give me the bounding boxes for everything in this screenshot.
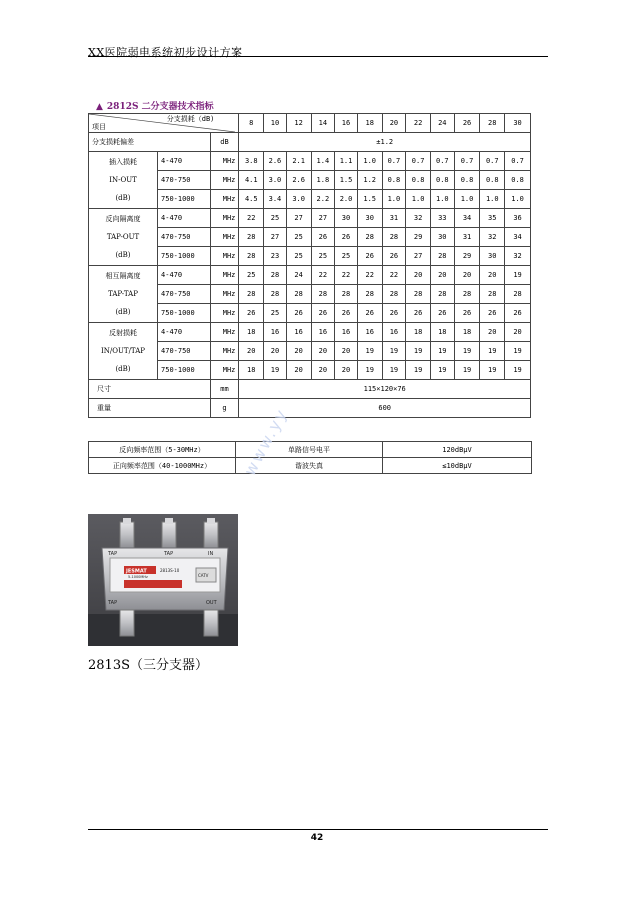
triangle-marker: ▲ — [96, 102, 103, 112]
value-cell: 20 — [311, 361, 335, 380]
value-cell: 19 — [430, 361, 454, 380]
group-unit: (dB) — [115, 251, 131, 259]
freq-text: 5-1000MHz — [128, 575, 148, 579]
tap-header-cell: 10 — [264, 114, 287, 133]
value-cell: 0.8 — [505, 171, 531, 190]
unit-cell: MHz — [210, 266, 239, 285]
value-cell: 25 — [264, 304, 287, 323]
value-cell: 1.0 — [505, 190, 531, 209]
group-label-cell — [89, 209, 158, 266]
value-cell: 28 — [239, 285, 264, 304]
value-cell: 20 — [239, 342, 264, 361]
value-cell: 19 — [505, 361, 531, 380]
value-cell: 16 — [264, 323, 287, 342]
value-cell: 19 — [357, 342, 382, 361]
group-sub: IN-OUT — [109, 176, 137, 184]
corner-header-cell — [89, 114, 239, 133]
group-sub: IN/OUT/TAP — [101, 347, 145, 355]
group-label-cell — [89, 323, 158, 380]
value-cell: 0.8 — [406, 171, 431, 190]
group-sub: TAP-OUT — [106, 233, 140, 241]
value-cell: 26 — [357, 247, 382, 266]
value-cell: 19 — [406, 342, 431, 361]
value-cell: 30 — [430, 228, 454, 247]
value-cell: 32 — [480, 228, 505, 247]
value-cell: 1.0 — [357, 152, 382, 171]
value-cell: 20 — [505, 323, 531, 342]
value-cell: 0.7 — [406, 152, 431, 171]
port-in: IN — [208, 551, 214, 557]
value-cell: 1.5 — [357, 190, 382, 209]
value-cell: 32 — [505, 247, 531, 266]
table2-value: ≤10dBμV — [383, 458, 532, 474]
table2-label: 正向频率范围（40-1000MHz） — [89, 458, 236, 474]
value-cell: 0.8 — [382, 171, 406, 190]
value-cell: 25 — [239, 266, 264, 285]
table-row — [89, 152, 531, 171]
value-cell: 1.0 — [454, 190, 480, 209]
table-row — [89, 209, 531, 228]
value-cell: 25 — [264, 209, 287, 228]
tap-header-cell: 20 — [382, 114, 406, 133]
value-cell: 27 — [286, 209, 311, 228]
size-label: 尺寸 — [89, 380, 211, 399]
deviation-label: 分支损耗偏差 — [89, 133, 211, 152]
value-cell: 0.8 — [454, 171, 480, 190]
band-cell: 4-470 — [158, 323, 211, 342]
value-cell: 19 — [480, 342, 505, 361]
band-cell: 750-1000 — [158, 190, 211, 209]
value-cell: 34 — [454, 209, 480, 228]
value-cell: 28 — [454, 285, 480, 304]
value-cell: 36 — [505, 209, 531, 228]
table-row — [89, 323, 531, 342]
value-cell: 28 — [382, 228, 406, 247]
value-cell: 22 — [382, 266, 406, 285]
unit-cell: MHz — [210, 247, 239, 266]
value-cell: 26 — [357, 304, 382, 323]
value-cell: 19 — [264, 361, 287, 380]
band-cell: 470-750 — [158, 228, 211, 247]
badge-text: CATV — [198, 573, 209, 578]
value-cell: 27 — [406, 247, 431, 266]
tap-header-cell: 24 — [430, 114, 454, 133]
band-cell: 470-750 — [158, 342, 211, 361]
weight-value: 600 — [239, 399, 531, 418]
value-cell: 25 — [286, 247, 311, 266]
value-cell: 1.0 — [382, 190, 406, 209]
section-title — [96, 99, 214, 112]
unit-cell: MHz — [210, 285, 239, 304]
value-cell: 20 — [480, 323, 505, 342]
value-cell: 22 — [357, 266, 382, 285]
band-cell: 4-470 — [158, 152, 211, 171]
value-cell: 26 — [406, 304, 431, 323]
value-cell: 20 — [406, 266, 431, 285]
value-cell: 3.4 — [264, 190, 287, 209]
value-cell: 4.1 — [239, 171, 264, 190]
value-cell: 26 — [480, 304, 505, 323]
group-name: 反射损耗 — [109, 329, 137, 337]
value-cell: 28 — [357, 285, 382, 304]
value-cell: 30 — [480, 247, 505, 266]
band-cell: 470-750 — [158, 285, 211, 304]
value-cell: 26 — [505, 304, 531, 323]
value-cell: 30 — [357, 209, 382, 228]
table-row — [89, 133, 531, 152]
band-cell: 750-1000 — [158, 361, 211, 380]
value-cell: 20 — [480, 266, 505, 285]
table2-param: 谐波失真 — [236, 458, 383, 474]
band-cell: 750-1000 — [158, 247, 211, 266]
value-cell: 30 — [335, 209, 358, 228]
photo-caption: 2813S（三分支器） — [88, 658, 208, 673]
value-cell: 20 — [430, 266, 454, 285]
unit-cell: MHz — [210, 361, 239, 380]
value-cell: 19 — [454, 361, 480, 380]
value-cell: 35 — [480, 209, 505, 228]
value-cell: 28 — [286, 285, 311, 304]
section-title-text: 2812S 二分支器技术指标 — [106, 102, 214, 112]
model-text: 2813S-10 — [160, 568, 180, 573]
value-cell: 0.7 — [382, 152, 406, 171]
value-cell: 16 — [335, 323, 358, 342]
value-cell: 25 — [311, 247, 335, 266]
value-cell: 0.7 — [505, 152, 531, 171]
value-cell: 26 — [430, 304, 454, 323]
value-cell: 18 — [406, 323, 431, 342]
value-cell: 1.0 — [406, 190, 431, 209]
value-cell: 33 — [430, 209, 454, 228]
corner-top-label: 分支损耗（dB) — [166, 115, 215, 123]
value-cell: 26 — [311, 304, 335, 323]
value-cell: 19 — [357, 361, 382, 380]
value-cell: 26 — [335, 228, 358, 247]
value-cell: 32 — [406, 209, 431, 228]
value-cell: 2.2 — [311, 190, 335, 209]
weight-label: 重量 — [89, 399, 211, 418]
value-cell: 16 — [286, 323, 311, 342]
value-cell: 29 — [406, 228, 431, 247]
value-cell: 4.5 — [239, 190, 264, 209]
value-cell: 28 — [382, 285, 406, 304]
tap-header-cell: 12 — [286, 114, 311, 133]
value-cell: 1.2 — [357, 171, 382, 190]
table-row — [89, 380, 531, 399]
value-cell: 28 — [480, 285, 505, 304]
value-cell: 28 — [264, 266, 287, 285]
value-cell: 18 — [239, 323, 264, 342]
value-cell: 1.0 — [430, 190, 454, 209]
value-cell: 19 — [454, 342, 480, 361]
value-cell: 18 — [454, 323, 480, 342]
value-cell: 34 — [505, 228, 531, 247]
value-cell: 20 — [286, 361, 311, 380]
corner-bottom-label: 项目 — [92, 123, 106, 131]
value-cell: 1.1 — [335, 152, 358, 171]
value-cell: 0.7 — [480, 152, 505, 171]
value-cell: 28 — [430, 285, 454, 304]
tap-header-cell: 30 — [505, 114, 531, 133]
value-cell: 25 — [286, 228, 311, 247]
value-cell: 20 — [454, 266, 480, 285]
unit-cell: MHz — [210, 152, 239, 171]
unit-cell: MHz — [210, 342, 239, 361]
value-cell: 22 — [239, 209, 264, 228]
value-cell: 18 — [430, 323, 454, 342]
table2-param: 单路信号电平 — [236, 442, 383, 458]
value-cell: 31 — [454, 228, 480, 247]
band-cell: 470-750 — [158, 171, 211, 190]
value-cell: 28 — [264, 285, 287, 304]
value-cell: 1.5 — [335, 171, 358, 190]
value-cell: 23 — [264, 247, 287, 266]
value-cell: 16 — [311, 323, 335, 342]
tap-header-cell: 28 — [480, 114, 505, 133]
group-name: 相互隔离度 — [105, 272, 141, 280]
table2-label: 反向频率范围（5-30MHz） — [89, 442, 236, 458]
table-row — [89, 114, 531, 133]
value-cell: 16 — [357, 323, 382, 342]
group-unit: (dB) — [115, 308, 131, 316]
group-unit: (dB) — [115, 194, 131, 202]
unit-cell: MHz — [210, 228, 239, 247]
spec-table-2 — [88, 441, 532, 474]
size-value: 115×120×76 — [239, 380, 531, 399]
band-cell: 750-1000 — [158, 304, 211, 323]
port-tap-left: TAP — [108, 551, 118, 557]
table2-row — [89, 458, 532, 474]
value-cell: 16 — [382, 323, 406, 342]
value-cell: 2.0 — [335, 190, 358, 209]
header-rule — [88, 56, 548, 57]
port-tap-mid: TAP — [164, 551, 174, 557]
value-cell: 19 — [430, 342, 454, 361]
value-cell: 29 — [454, 247, 480, 266]
tap-header-cell: 16 — [335, 114, 358, 133]
group-name: 插入损耗 — [109, 158, 137, 166]
value-cell: 20 — [335, 361, 358, 380]
deviation-unit: dB — [210, 133, 239, 152]
value-cell: 24 — [286, 266, 311, 285]
value-cell: 20 — [286, 342, 311, 361]
value-cell: 28 — [239, 228, 264, 247]
page-number: 42 — [310, 833, 324, 843]
deviation-value: ±1.2 — [239, 133, 531, 152]
value-cell: 28 — [406, 285, 431, 304]
value-cell: 1.8 — [311, 171, 335, 190]
unit-cell: MHz — [210, 304, 239, 323]
value-cell: 26 — [335, 304, 358, 323]
value-cell: 19 — [382, 342, 406, 361]
value-cell: 20 — [335, 342, 358, 361]
value-cell: 0.7 — [454, 152, 480, 171]
group-sub: TAP-TAP — [108, 290, 138, 298]
value-cell: 1.0 — [480, 190, 505, 209]
table-row — [89, 399, 531, 418]
port-tap-bottom: TAP — [108, 600, 118, 606]
value-cell: 26 — [382, 304, 406, 323]
group-name: 反向隔离度 — [105, 215, 141, 223]
unit-cell: MHz — [210, 323, 239, 342]
port-out: OUT — [206, 600, 217, 606]
value-cell: 2.6 — [286, 171, 311, 190]
group-label-cell — [89, 266, 158, 323]
value-cell: 22 — [335, 266, 358, 285]
spec-table — [88, 113, 531, 418]
value-cell: 26 — [286, 304, 311, 323]
band-cell: 4-470 — [158, 209, 211, 228]
value-cell: 27 — [264, 228, 287, 247]
value-cell: 19 — [505, 342, 531, 361]
value-cell: 28 — [430, 247, 454, 266]
value-cell: 25 — [335, 247, 358, 266]
value-cell: 3.0 — [264, 171, 287, 190]
unit-cell: MHz — [210, 171, 239, 190]
tap-header-cell: 8 — [239, 114, 264, 133]
value-cell: 19 — [382, 361, 406, 380]
splitter-illustration — [88, 514, 238, 646]
value-cell: 2.6 — [264, 152, 287, 171]
unit-cell: MHz — [210, 190, 239, 209]
value-cell: 2.1 — [286, 152, 311, 171]
value-cell: 28 — [357, 228, 382, 247]
value-cell: 28 — [335, 285, 358, 304]
band-cell: 4-470 — [158, 266, 211, 285]
tap-header-cell: 14 — [311, 114, 335, 133]
footer-rule — [88, 829, 548, 830]
weight-unit: g — [210, 399, 239, 418]
unit-cell: MHz — [210, 209, 239, 228]
tap-header-cell: 18 — [357, 114, 382, 133]
value-cell: 0.7 — [430, 152, 454, 171]
tap-header-cell: 22 — [406, 114, 431, 133]
document-header: XX医院弱电系统初步设计方案 — [88, 46, 243, 59]
value-cell: 26 — [311, 228, 335, 247]
value-cell: 19 — [480, 361, 505, 380]
tap-header-cell: 26 — [454, 114, 480, 133]
table2-value: 120dBμV — [383, 442, 532, 458]
value-cell: 22 — [311, 266, 335, 285]
value-cell: 0.8 — [430, 171, 454, 190]
table2-row — [89, 442, 532, 458]
value-cell: 1.4 — [311, 152, 335, 171]
value-cell: 19 — [406, 361, 431, 380]
value-cell: 27 — [311, 209, 335, 228]
value-cell: 3.8 — [239, 152, 264, 171]
value-cell: 26 — [239, 304, 264, 323]
product-photo — [88, 514, 238, 646]
value-cell: 31 — [382, 209, 406, 228]
value-cell: 26 — [454, 304, 480, 323]
value-cell: 3.0 — [286, 190, 311, 209]
watermark: www.yy — [240, 404, 292, 479]
group-label-cell — [89, 152, 158, 209]
table-row — [89, 266, 531, 285]
value-cell: 28 — [311, 285, 335, 304]
value-cell: 20 — [264, 342, 287, 361]
value-cell: 28 — [505, 285, 531, 304]
value-cell: 20 — [311, 342, 335, 361]
size-unit: mm — [210, 380, 239, 399]
value-cell: 26 — [382, 247, 406, 266]
group-unit: (dB) — [115, 365, 131, 373]
brand-text: JESMAT — [126, 568, 147, 575]
value-cell: 28 — [239, 247, 264, 266]
value-cell: 18 — [239, 361, 264, 380]
value-cell: 0.8 — [480, 171, 505, 190]
value-cell: 19 — [505, 266, 531, 285]
